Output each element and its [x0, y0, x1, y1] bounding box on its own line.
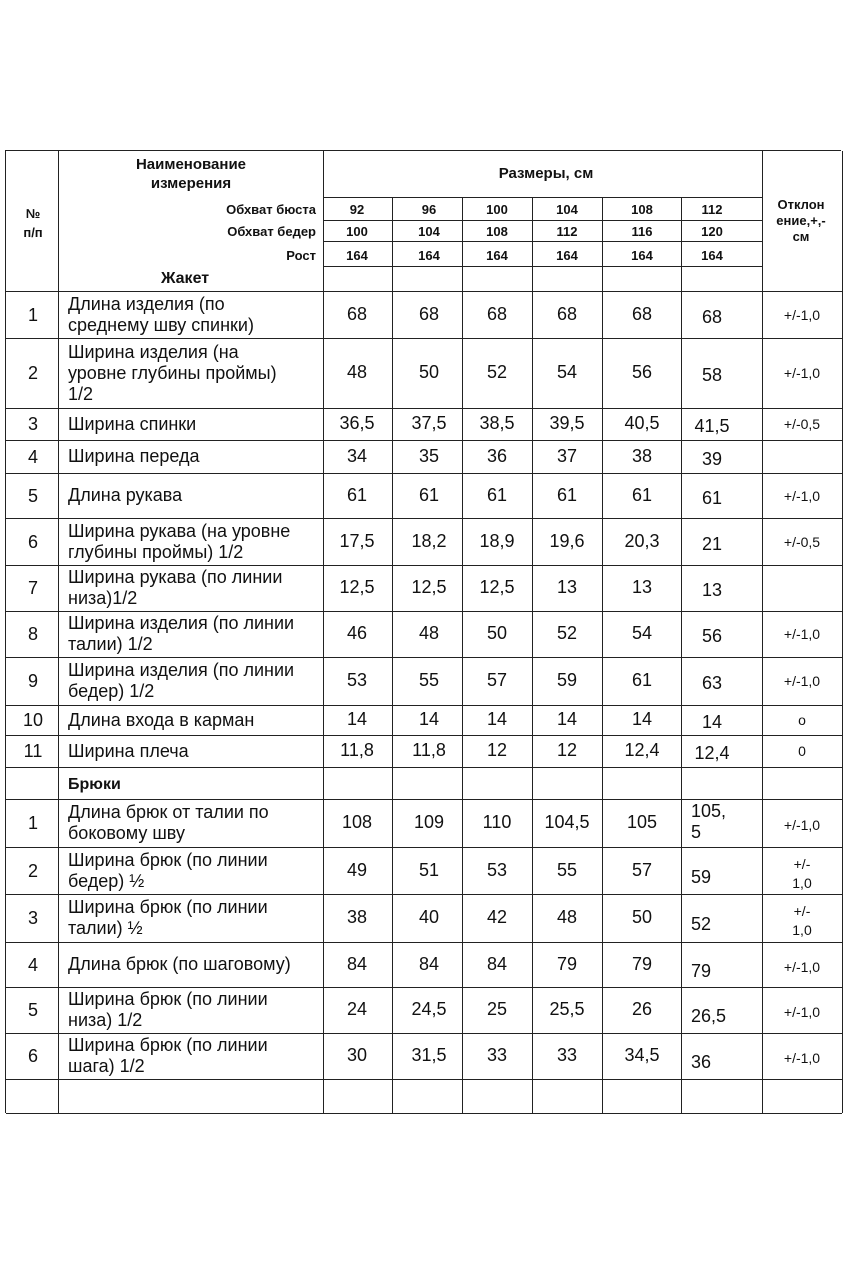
size-value: 11,8	[412, 740, 446, 760]
column-divider	[323, 151, 324, 1113]
size-value: 79	[691, 960, 712, 981]
size-value: 36,5	[339, 413, 375, 433]
row-number: 6	[27, 1046, 39, 1066]
section-title-trousers: Брюки	[68, 776, 121, 793]
column-divider	[681, 197, 682, 1113]
size-value: 105, 5	[691, 801, 727, 842]
row-divider	[6, 565, 842, 566]
size-value: 55	[418, 670, 440, 690]
size-value: 18,2	[411, 530, 447, 551]
measurement-name: Длина входа в карман	[68, 709, 255, 730]
header-divider	[323, 241, 762, 242]
size-value: 12	[486, 740, 508, 760]
size-value: 50	[631, 907, 653, 927]
size-value: 61	[418, 484, 440, 505]
row-number: 5	[27, 1000, 39, 1020]
size-value: 57	[486, 670, 508, 690]
size-value: 48	[418, 623, 440, 643]
size-value: 26	[631, 999, 653, 1019]
size-value: 61	[486, 484, 508, 505]
size-value: 57	[631, 859, 653, 880]
size-value: 63	[701, 673, 723, 693]
measurement-name: Длина рукава	[68, 485, 183, 505]
measurement-name: Ширина изделия (на уровне глубины проймы) 1/2	[68, 341, 277, 404]
size-value: 55	[556, 859, 578, 880]
column-divider	[392, 197, 393, 1113]
header-divider	[323, 220, 762, 221]
size-value: 41,5	[694, 416, 730, 436]
size-value: 54	[556, 362, 578, 382]
measurement-name: Ширина изделия (по линии бедер) 1/2	[68, 660, 295, 701]
height-label: Рост	[286, 248, 316, 263]
hips-size-value: 120	[701, 224, 723, 239]
measurement-name: Ширина рукава (на уровне глубины проймы) 1/2	[68, 520, 291, 562]
column-divider	[762, 151, 763, 1113]
row-number: 11	[23, 741, 43, 761]
size-value: 58	[701, 365, 723, 385]
row-number: 4	[27, 954, 39, 975]
row-divider	[6, 291, 842, 292]
size-value: 56	[701, 626, 723, 646]
size-value: 35	[418, 445, 440, 466]
size-value: 61	[631, 484, 653, 505]
row-divider	[6, 408, 842, 409]
sizes-title: Размеры, см	[498, 165, 594, 182]
row-number: 3	[27, 414, 39, 434]
size-value: 12,5	[339, 577, 375, 597]
measurement-name: Ширина брюк (по линии низа) 1/2	[68, 989, 268, 1030]
tolerance-value: +/-1,0	[783, 817, 821, 833]
header-divider	[323, 197, 762, 198]
measurement-name: Ширина брюк (по линии бедер) ½	[68, 849, 268, 891]
size-value: 53	[486, 859, 508, 880]
size-value: 40,5	[624, 413, 660, 433]
tolerance-value: +/- 1,0	[792, 903, 812, 938]
row-divider	[6, 942, 842, 943]
measurement-name: Ширина брюк (по линии шага) 1/2	[68, 1035, 268, 1076]
number-column-header: № п/п	[23, 206, 43, 240]
size-value: 109	[413, 812, 445, 832]
row-number: 6	[27, 531, 39, 552]
row-number: 4	[27, 446, 39, 467]
size-value: 37	[556, 445, 578, 466]
height-size-value: 164	[556, 248, 578, 263]
measurement-name: Ширина рукава (по линии низа)1/2	[68, 567, 283, 608]
tolerance-value: +/-1,0	[783, 626, 821, 642]
tolerance-value: +/-1,0	[783, 487, 821, 504]
measurement-name: Ширина переда	[68, 446, 200, 466]
row-divider	[6, 987, 842, 988]
row-divider	[6, 473, 842, 474]
size-value: 12,5	[411, 577, 447, 597]
measurement-name: Длина брюк от талии по боковому шву	[68, 802, 269, 843]
size-value: 84	[418, 953, 440, 974]
size-value: 59	[691, 866, 712, 887]
size-value: 110	[482, 812, 512, 832]
row-divider	[6, 611, 842, 612]
bust-size-value: 92	[349, 202, 365, 217]
row-divider	[6, 338, 842, 339]
table-right-border	[842, 151, 843, 1113]
size-value: 79	[556, 953, 578, 974]
size-value: 56	[631, 362, 653, 382]
size-value: 34	[346, 445, 368, 466]
row-divider	[6, 767, 842, 768]
size-value: 48	[346, 362, 368, 382]
measurement-name: Ширина брюк (по линии талии) ½	[68, 897, 268, 938]
size-value: 14	[701, 712, 723, 732]
size-value: 39	[701, 448, 723, 469]
column-divider	[602, 197, 603, 1113]
height-size-value: 164	[418, 248, 440, 263]
bust-label: Обхват бюста	[226, 202, 316, 217]
row-number: 8	[27, 624, 39, 644]
row-number: 1	[27, 304, 39, 325]
size-value: 79	[631, 953, 653, 974]
row-number: 5	[27, 485, 39, 506]
size-value: 18,9	[479, 530, 515, 551]
size-value: 42	[486, 907, 508, 927]
row-divider	[6, 847, 842, 848]
size-value: 84	[486, 953, 508, 974]
size-value: 11,8	[340, 740, 374, 760]
column-divider	[462, 197, 463, 1113]
size-value: 14	[346, 709, 368, 729]
tolerance-value: +/-1,0	[783, 365, 821, 381]
row-divider	[6, 799, 842, 800]
bust-size-value: 96	[421, 202, 437, 217]
size-chart-table	[5, 150, 841, 1113]
tolerance-value: о	[798, 712, 806, 728]
size-value: 17,5	[339, 530, 375, 551]
size-value: 48	[556, 907, 578, 927]
row-number: 9	[27, 671, 39, 691]
size-value: 61	[701, 487, 723, 508]
row-number: 1	[27, 813, 39, 833]
measurement-name: Ширина изделия (по линии талии) 1/2	[68, 613, 295, 654]
size-value: 84	[346, 953, 368, 974]
tolerance-value: +/- 1,0	[792, 855, 812, 891]
tolerance-value: +/-1,0	[783, 1050, 821, 1066]
size-value: 12,4	[624, 740, 660, 760]
size-value: 52	[556, 623, 578, 643]
table-bottom-border	[6, 1113, 842, 1114]
size-value: 14	[556, 709, 578, 729]
section-title-jacket: Жакет	[161, 270, 210, 287]
size-value: 21	[701, 533, 723, 554]
size-value: 50	[486, 623, 508, 643]
measurement-name: Ширина плеча	[68, 740, 189, 761]
size-value: 33	[486, 1045, 508, 1065]
size-value: 19,6	[549, 530, 585, 551]
size-value: 33	[556, 1045, 578, 1065]
row-divider	[6, 894, 842, 895]
tolerance-value: +/-1,0	[783, 1004, 821, 1020]
size-value: 37,5	[411, 413, 447, 433]
size-value: 104,5	[544, 812, 590, 832]
size-value: 13	[701, 580, 723, 600]
measurement-name: Длина брюк (по шаговому)	[68, 954, 291, 974]
bust-size-value: 112	[701, 202, 723, 217]
size-value: 61	[631, 670, 653, 690]
row-number: 7	[27, 578, 39, 598]
size-value: 31,5	[411, 1045, 447, 1065]
size-value: 68	[556, 303, 578, 324]
row-divider	[6, 705, 842, 706]
size-value: 30	[346, 1045, 368, 1065]
size-value: 53	[346, 670, 368, 690]
row-number: 2	[27, 363, 39, 383]
size-value: 51	[418, 859, 440, 880]
size-value: 20,3	[624, 530, 660, 551]
height-size-value: 164	[486, 248, 508, 263]
size-value: 52	[691, 914, 712, 934]
size-value: 24	[346, 999, 368, 1019]
size-value: 49	[346, 859, 368, 880]
size-value: 68	[418, 303, 440, 324]
size-value: 108	[341, 812, 373, 832]
size-value: 12,5	[479, 577, 515, 597]
tolerance-value: +/-1,0	[783, 673, 821, 689]
size-value: 54	[631, 623, 653, 643]
hips-size-value: 104	[418, 224, 440, 239]
size-value: 68	[346, 303, 368, 324]
size-value: 14	[631, 709, 653, 729]
header-divider	[323, 266, 762, 267]
tolerance-value: +/-0,5	[783, 533, 821, 550]
size-value: 34,5	[624, 1045, 660, 1065]
size-value: 50	[418, 362, 440, 382]
size-value: 13	[631, 577, 653, 597]
size-value: 38,5	[479, 413, 515, 433]
size-value: 14	[486, 709, 508, 729]
column-divider	[58, 151, 59, 1113]
size-value: 38	[346, 907, 368, 927]
size-value: 36	[486, 445, 508, 466]
size-value: 68	[631, 303, 653, 324]
tolerance-value: +/-1,0	[783, 306, 821, 323]
name-column-header: Наименование измерения	[135, 156, 247, 192]
measurement-name: Ширина спинки	[68, 413, 197, 434]
height-size-value: 164	[631, 248, 653, 263]
hips-size-value: 112	[556, 224, 578, 239]
size-value: 24,5	[411, 999, 447, 1019]
row-number: 10	[22, 710, 44, 730]
tolerance-value: +/-0,5	[783, 416, 821, 432]
size-value: 38	[631, 445, 653, 466]
measurement-name: Длина изделия (по среднему шву спинки)	[68, 293, 254, 335]
size-value: 14	[418, 709, 440, 729]
bust-size-value: 108	[631, 202, 653, 217]
size-value: 36	[691, 1052, 712, 1072]
size-value: 105	[626, 812, 658, 832]
bust-size-value: 104	[556, 202, 578, 217]
hips-label: Обхват бедер	[227, 224, 316, 239]
hips-size-value: 108	[486, 224, 508, 239]
row-divider	[6, 1033, 842, 1034]
size-value: 40	[418, 907, 440, 927]
row-divider	[6, 518, 842, 519]
size-value: 25,5	[549, 999, 585, 1019]
column-divider	[532, 197, 533, 1113]
height-size-value: 164	[346, 248, 368, 263]
size-value: 59	[556, 670, 578, 690]
size-value: 52	[486, 362, 508, 382]
size-value: 61	[346, 484, 368, 505]
size-value: 25	[486, 999, 508, 1019]
row-divider	[6, 1079, 842, 1080]
row-divider	[6, 440, 842, 441]
hips-size-value: 100	[346, 224, 368, 239]
size-value: 61	[556, 484, 578, 505]
size-value: 68	[486, 303, 508, 324]
tolerance-value: +/-1,0	[783, 958, 821, 975]
size-value: 46	[346, 623, 368, 643]
bust-size-value: 100	[486, 202, 508, 217]
size-value: 26,5	[691, 1006, 727, 1026]
size-value: 13	[556, 577, 578, 597]
row-number: 2	[27, 860, 39, 881]
tolerance-value: 0	[798, 743, 806, 759]
deviation-column-header: Отклон ение,+,- см	[776, 197, 826, 244]
row-divider	[6, 657, 842, 658]
size-value: 39,5	[549, 413, 585, 433]
height-size-value: 164	[701, 248, 723, 263]
size-value: 12,4	[694, 743, 730, 763]
hips-size-value: 116	[631, 224, 653, 239]
size-value: 12	[556, 740, 578, 760]
size-value: 68	[701, 306, 723, 327]
row-divider	[6, 735, 842, 736]
row-number: 3	[27, 908, 39, 928]
